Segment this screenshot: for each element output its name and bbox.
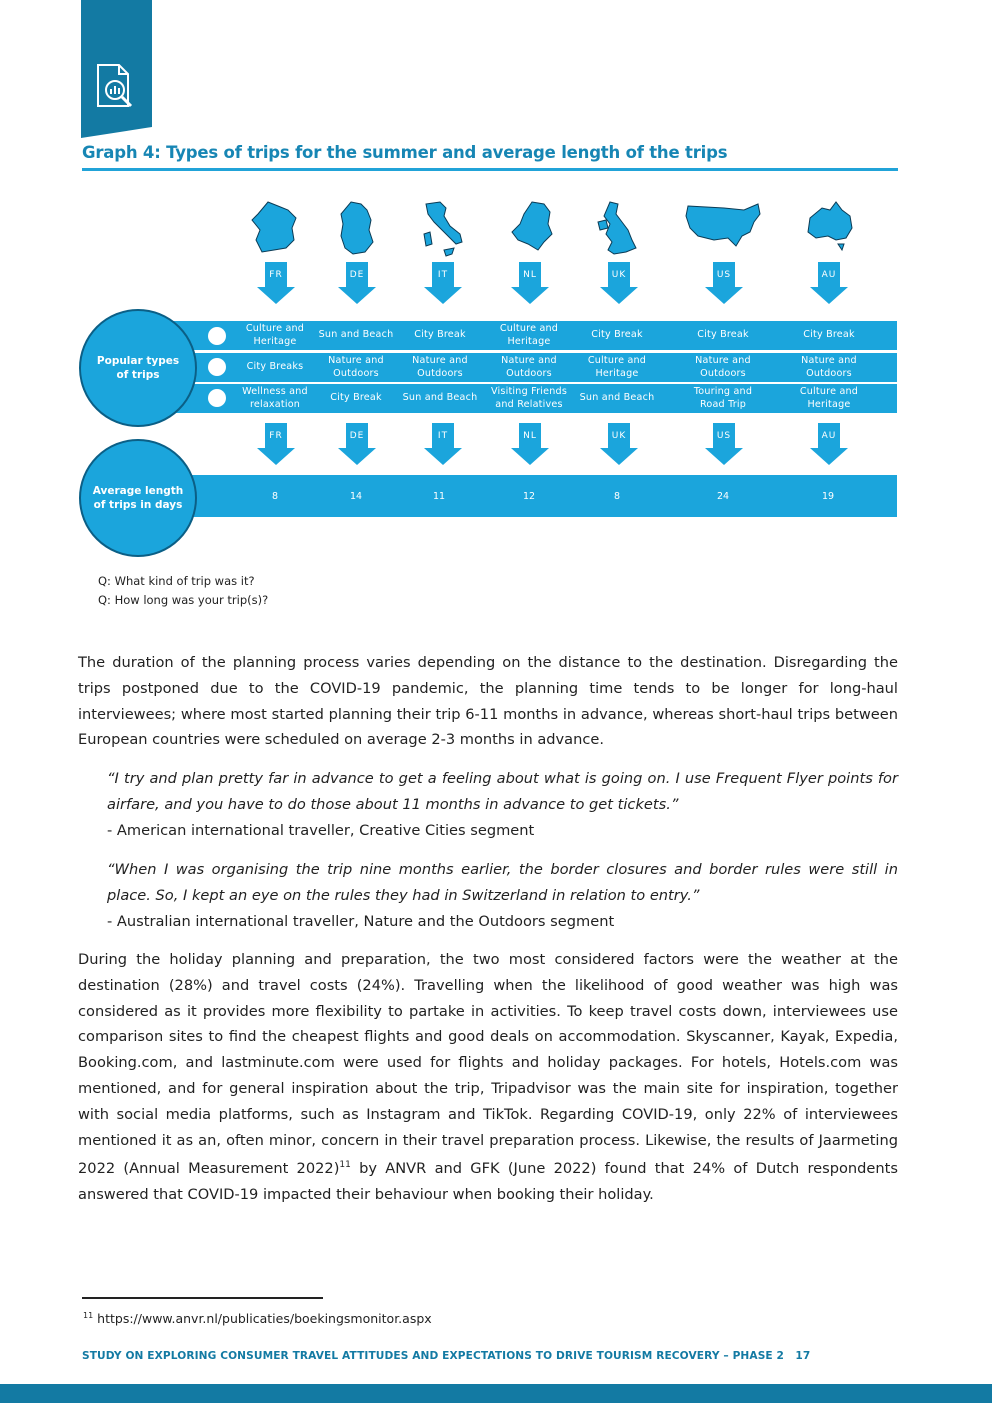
arrow-it-bottom: IT — [424, 423, 462, 465]
cell-r2-us: Nature and Outdoors — [695, 355, 751, 379]
quote-american — [107, 766, 898, 843]
title-divider — [82, 168, 898, 171]
cell-r1-us: City Break — [697, 329, 749, 341]
rank-bubble-2 — [208, 358, 226, 376]
days-it: 11 — [432, 491, 446, 502]
average-length-roundel — [79, 439, 197, 557]
arrow-au-top: AU — [810, 262, 848, 304]
graph-title: Graph 4: Types of trips for the summer and average length of the trips — [82, 143, 728, 162]
average-length-label: Average length of trips in days — [92, 485, 184, 511]
paragraph-preparation-a: During the holiday planning and preparation, the two most considered factors were the weather at the destination (28%) and travel costs (24%). Travelling when the likelihood of good weather was high was considered as it provides more flexibility to partake in activities. To keep travel costs down, interviewees use comparison sites to find the cheapest flights and good deals on accommodation. Skyscanner, Kayak, Expedia, Booking.com, and lastminute.com were used for flights and holiday packages. For hotels, Hotels.com was mentioned, and for general inspiration about the trip, Tripadvisor was the main site for inspiration, together with social media platforms, such as Instagram and TikTok. Regarding COVID-19, only 22% of interviewees mentioned it as an, often minor, concern in their travel preparation process. Likewise, the results of Jaarmeting 2022 (Annual Measurement 2022) — [78, 951, 898, 1178]
bottom-bar — [0, 1384, 992, 1403]
popular-types-label: Popular types of trips — [96, 355, 180, 381]
question-2: Q: How long was your trip(s)? — [98, 593, 269, 607]
cell-r1-uk: City Break — [591, 329, 643, 341]
quote-australian-text: “When I was organising the trip nine months earlier, the border closures and border rules were still in place. So, I kept an eye on the rules they had in Switzerland in relation to entry.” — [107, 861, 898, 904]
days-nl: 12 — [522, 491, 536, 502]
arrow-us-bottom: US — [705, 423, 743, 465]
days-de: 14 — [349, 491, 363, 502]
france-map-icon — [248, 200, 300, 254]
italy-map-icon — [420, 200, 466, 258]
quote-australian-source: - Australian international traveller, Nature and the Outdoors segment — [107, 912, 615, 930]
arrow-us-top: US — [705, 262, 743, 304]
footnote-number: 11 — [83, 1311, 94, 1320]
cell-r3-nl: Visiting Friends and Relatives — [490, 386, 568, 410]
arrow-uk-bottom: UK — [600, 423, 638, 465]
netherlands-map-icon — [508, 200, 554, 252]
quote-american-text: “I try and plan pretty far in advance to get a feeling about what is going on. I use Frequent Flyer points for airfare, and you have to do those about 11 months in advance to get tickets.” — [107, 770, 898, 813]
australia-map-icon — [804, 200, 856, 252]
cell-r1-nl: Culture and Heritage — [499, 323, 559, 347]
days-uk: 8 — [613, 491, 621, 502]
footnote-divider — [82, 1297, 323, 1299]
cell-r1-it: City Break — [414, 329, 466, 341]
cell-r2-it: Nature and Outdoors — [412, 355, 468, 379]
cell-r2-au: Nature and Outdoors — [801, 355, 857, 379]
cell-r3-uk: Sun and Beach — [579, 392, 655, 404]
footnote-ref[interactable]: 11 — [339, 1160, 351, 1171]
quote-american-source: - American international traveller, Creative Cities segment — [107, 821, 535, 839]
arrow-au-bottom: AU — [810, 423, 848, 465]
rank-bubble-1 — [208, 327, 226, 345]
cell-r3-au: Culture and Heritage — [799, 386, 859, 410]
footnote-link[interactable]: https://www.anvr.nl/publicaties/boekingsmonitor.aspx — [93, 1311, 432, 1327]
cell-r1-de: Sun and Beach — [318, 329, 394, 341]
arrow-fr-top: FR — [257, 262, 295, 304]
paragraph-preparation — [78, 947, 898, 1208]
days-us: 24 — [716, 491, 730, 502]
arrow-it-top: IT — [424, 262, 462, 304]
corner-tab — [81, 0, 152, 138]
page-footer: STUDY ON EXPLORING CONSUMER TRAVEL ATTITUDES AND EXPECTATIONS TO DRIVE TOURISM RECOVERY – PHASE 2 17 — [82, 1350, 811, 1362]
cell-r1-au: City Break — [803, 329, 855, 341]
arrow-uk-top: UK — [600, 262, 638, 304]
usa-map-icon — [684, 200, 764, 252]
popular-types-roundel — [79, 309, 197, 427]
arrow-nl-bottom: NL — [511, 423, 549, 465]
survey-questions — [98, 572, 268, 610]
cell-r2-nl: Nature and Outdoors — [501, 355, 557, 379]
germany-map-icon — [337, 200, 377, 256]
uk-map-icon — [596, 200, 640, 258]
cell-r1-fr: Culture and Heritage — [245, 323, 305, 347]
rank-bubble-3 — [208, 389, 226, 407]
days-au: 19 — [821, 491, 835, 502]
arrow-de-bottom: DE — [338, 423, 376, 465]
cell-r2-uk: Culture and Heritage — [587, 355, 647, 379]
report-search-icon — [95, 62, 135, 110]
paragraph-preparation-b: by ANVR and GFK (June 2022) found that 24% of Dutch respondents answered that COVID-19 impacted their behaviour when booking their holiday. — [78, 1160, 898, 1204]
paragraph-planning: The duration of the planning process varies depending on the distance to the destination. Disregarding the trips postponed due to the COVID-19 pandemic, the planning time tends to be longer for long-haul interviewees; where most started planning their trip 6-11 months in advance, whereas short-haul trips between European countries were scheduled on average 2-3 months in advance. — [78, 654, 898, 749]
cell-r3-us: Touring and Road Trip — [693, 386, 753, 410]
quote-australian — [107, 857, 898, 934]
arrow-de-top: DE — [338, 262, 376, 304]
cell-r3-it: Sun and Beach — [402, 392, 478, 404]
arrow-nl-top: NL — [511, 262, 549, 304]
cell-r3-de: City Break — [330, 392, 382, 404]
cell-r2-de: Nature and Outdoors — [328, 355, 384, 379]
arrow-fr-bottom: FR — [257, 423, 295, 465]
question-1: Q: What kind of trip was it? — [98, 574, 255, 588]
trip-types-infographic — [0, 180, 992, 620]
cell-r3-fr: Wellness and relaxation — [242, 386, 308, 410]
footnote — [83, 1311, 432, 1326]
cell-r2-fr: City Breaks — [246, 361, 304, 373]
days-fr: 8 — [271, 491, 279, 502]
